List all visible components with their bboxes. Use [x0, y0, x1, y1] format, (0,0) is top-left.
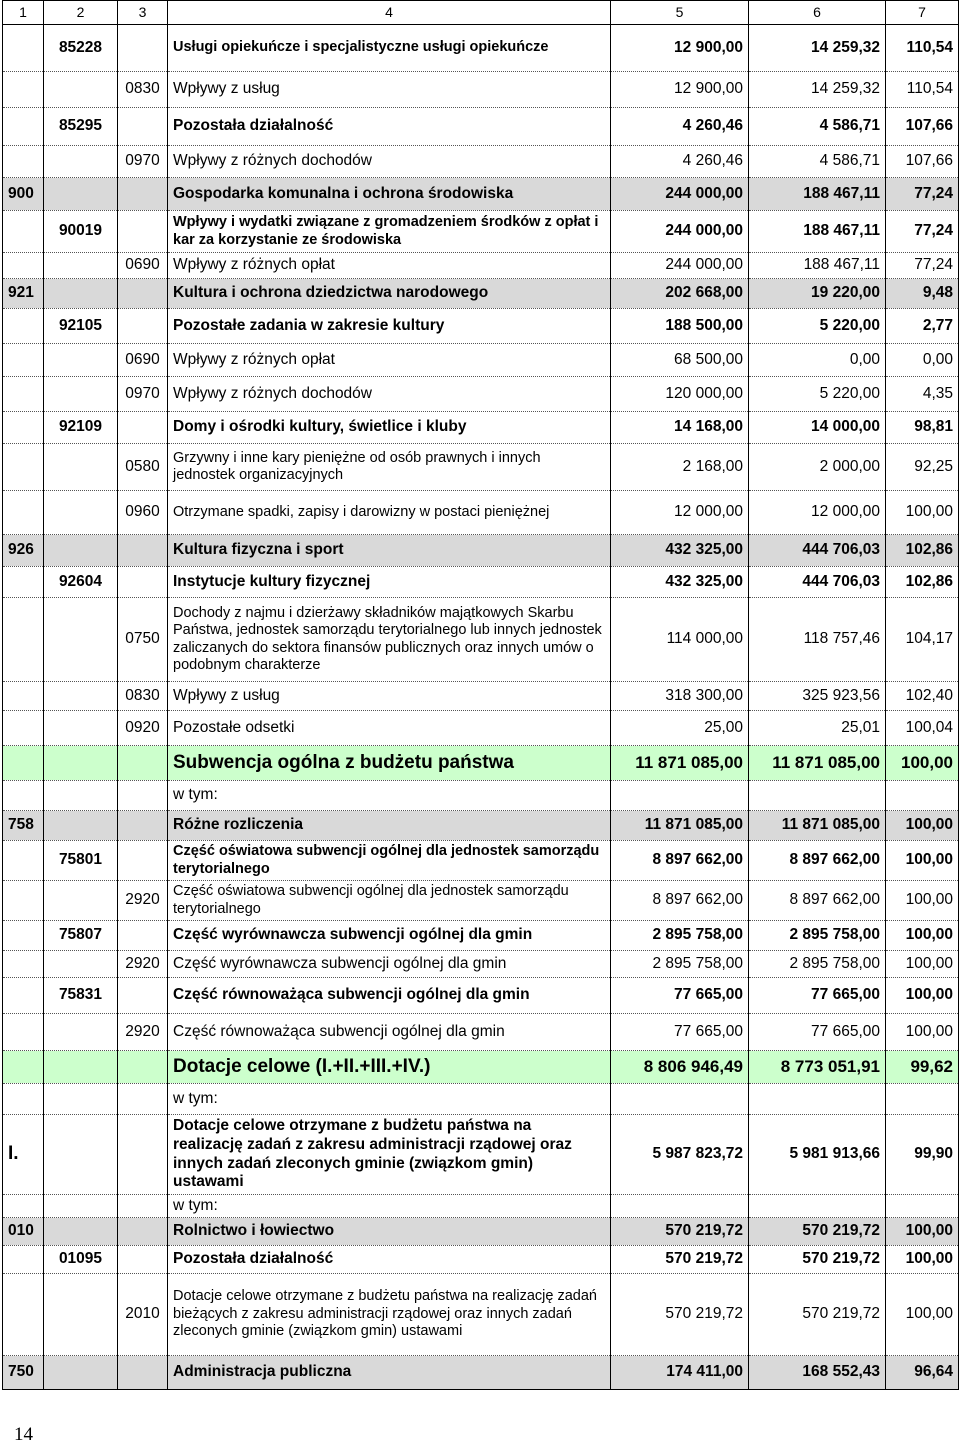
- wykonanie-cell: [749, 781, 886, 811]
- wykonanie-cell: 118 757,46: [749, 598, 886, 682]
- paragraf-cell: 2920: [118, 951, 168, 978]
- table-row: [3, 978, 959, 1014]
- plan-cell: 2 168,00: [611, 444, 749, 491]
- plan-cell: 8 806 946,49: [611, 1051, 749, 1084]
- nazwa-cell: Otrzymane spadki, zapisy i darowizny w postaci pieniężnej: [168, 491, 611, 535]
- plan-cell: 12 900,00: [611, 72, 749, 108]
- procent-cell: 100,00: [886, 1274, 959, 1356]
- budget-table: [2, 0, 959, 1390]
- rozdzial-cell: 85228: [44, 25, 118, 72]
- paragraf-cell: 0970: [118, 377, 168, 412]
- paragraf-cell: 2920: [118, 1014, 168, 1051]
- plan-cell: 12 900,00: [611, 25, 749, 72]
- nazwa-cell: Pozostała działalność: [168, 108, 611, 146]
- header-cell: 2: [44, 1, 118, 25]
- dzial-cell: [3, 682, 44, 711]
- wykonanie-cell: 4 586,71: [749, 146, 886, 178]
- nazwa-cell: Wpływy i wydatki związane z gromadzeniem środków z opłat i kar za korzystanie ze środowiska: [168, 211, 611, 253]
- procent-cell: 100,00: [886, 881, 959, 921]
- paragraf-cell: 2920: [118, 881, 168, 921]
- wykonanie-cell: 2 895 758,00: [749, 951, 886, 978]
- table-row: [3, 279, 959, 309]
- dzial-cell: 750: [3, 1356, 44, 1390]
- wykonanie-cell: 19 220,00: [749, 279, 886, 309]
- plan-cell: [611, 1084, 749, 1115]
- table-row: [3, 178, 959, 211]
- wykonanie-cell: 14 000,00: [749, 412, 886, 444]
- procent-cell: 100,00: [886, 491, 959, 535]
- nazwa-cell: Dotacje celowe otrzymane z budżetu państwa na realizację zadań bieżących z zakresu administracji rządowej oraz innych zadań zleconych gminie (związkom gmin) ustawami: [168, 1274, 611, 1356]
- nazwa-cell: Wpływy z różnych dochodów: [168, 377, 611, 412]
- plan-cell: 5 987 823,72: [611, 1115, 749, 1195]
- nazwa-cell: Subwencja ogólna z budżetu państwa: [168, 746, 611, 781]
- plan-cell: 11 871 085,00: [611, 746, 749, 781]
- dzial-cell: [3, 1246, 44, 1274]
- table-row: [3, 108, 959, 146]
- nazwa-cell: Kultura fizyczna i sport: [168, 535, 611, 567]
- rozdzial-cell: [44, 491, 118, 535]
- table-row: [3, 1195, 959, 1218]
- procent-cell: 77,24: [886, 211, 959, 253]
- wykonanie-cell: 570 219,72: [749, 1246, 886, 1274]
- wykonanie-cell: [749, 1084, 886, 1115]
- procent-cell: 100,04: [886, 711, 959, 746]
- nazwa-cell: Kultura i ochrona dziedzictwa narodowego: [168, 279, 611, 309]
- rozdzial-cell: 75801: [44, 841, 118, 881]
- wykonanie-cell: 2 000,00: [749, 444, 886, 491]
- procent-cell: 110,54: [886, 72, 959, 108]
- dzial-cell: [3, 1084, 44, 1115]
- dzial-cell: [3, 309, 44, 344]
- nazwa-cell: Domy i ośrodki kultury, świetlice i kluby: [168, 412, 611, 444]
- nazwa-cell: Usługi opiekuńcze i specjalistyczne usługi opiekuńcze: [168, 25, 611, 72]
- rozdzial-cell: [44, 1356, 118, 1390]
- plan-cell: 77 665,00: [611, 1014, 749, 1051]
- table-row: [3, 491, 959, 535]
- paragraf-cell: [118, 1218, 168, 1246]
- dzial-cell: [3, 1051, 44, 1084]
- plan-cell: 25,00: [611, 711, 749, 746]
- table-row: [3, 309, 959, 344]
- paragraf-cell: [118, 279, 168, 309]
- paragraf-cell: [118, 309, 168, 344]
- table-row: [3, 1218, 959, 1246]
- plan-cell: 14 168,00: [611, 412, 749, 444]
- dzial-cell: [3, 108, 44, 146]
- nazwa-cell: Wpływy z usług: [168, 682, 611, 711]
- wykonanie-cell: 5 220,00: [749, 309, 886, 344]
- rozdzial-cell: 92105: [44, 309, 118, 344]
- procent-cell: 100,00: [886, 1218, 959, 1246]
- dzial-cell: [3, 781, 44, 811]
- rozdzial-cell: [44, 881, 118, 921]
- paragraf-cell: 2010: [118, 1274, 168, 1356]
- rozdzial-cell: [44, 1195, 118, 1218]
- wykonanie-cell: 188 467,11: [749, 178, 886, 211]
- dzial-cell: [3, 841, 44, 881]
- procent-cell: 98,81: [886, 412, 959, 444]
- procent-cell: [886, 1195, 959, 1218]
- procent-cell: 4,35: [886, 377, 959, 412]
- nazwa-cell: Dotacje celowe (I.+II.+III.+IV.): [168, 1051, 611, 1084]
- dzial-cell: 758: [3, 811, 44, 841]
- header-cell: 3: [118, 1, 168, 25]
- nazwa-cell: Rolnictwo i łowiectwo: [168, 1218, 611, 1246]
- paragraf-cell: [118, 1195, 168, 1218]
- plan-cell: 68 500,00: [611, 344, 749, 377]
- procent-cell: [886, 781, 959, 811]
- nazwa-cell: Gospodarka komunalna i ochrona środowiska: [168, 178, 611, 211]
- wykonanie-cell: 188 467,11: [749, 253, 886, 279]
- dzial-cell: 926: [3, 535, 44, 567]
- header-cell: 7: [886, 1, 959, 25]
- table-row: [3, 682, 959, 711]
- dzial-cell: [3, 211, 44, 253]
- nazwa-cell: w tym:: [168, 1195, 611, 1218]
- procent-cell: 100,00: [886, 746, 959, 781]
- wykonanie-cell: 77 665,00: [749, 1014, 886, 1051]
- table-row: [3, 567, 959, 598]
- dzial-cell: [3, 253, 44, 279]
- table-row: [3, 344, 959, 377]
- nazwa-cell: Pozostała działalność: [168, 1246, 611, 1274]
- procent-cell: 104,17: [886, 598, 959, 682]
- procent-cell: 100,00: [886, 978, 959, 1014]
- dzial-cell: [3, 598, 44, 682]
- procent-cell: 107,66: [886, 146, 959, 178]
- rozdzial-cell: [44, 1218, 118, 1246]
- wykonanie-cell: 8 773 051,91: [749, 1051, 886, 1084]
- procent-cell: 100,00: [886, 1014, 959, 1051]
- wykonanie-cell: [749, 1195, 886, 1218]
- nazwa-cell: Pozostałe odsetki: [168, 711, 611, 746]
- plan-cell: 432 325,00: [611, 567, 749, 598]
- wykonanie-cell: 444 706,03: [749, 535, 886, 567]
- plan-cell: 114 000,00: [611, 598, 749, 682]
- nazwa-cell: w tym:: [168, 781, 611, 811]
- rozdzial-cell: 92109: [44, 412, 118, 444]
- paragraf-cell: [118, 412, 168, 444]
- wykonanie-cell: 168 552,43: [749, 1356, 886, 1390]
- dzial-cell: [3, 746, 44, 781]
- wykonanie-cell: 188 467,11: [749, 211, 886, 253]
- header-cell: 5: [611, 1, 749, 25]
- table-row: [3, 253, 959, 279]
- procent-cell: 102,86: [886, 535, 959, 567]
- paragraf-cell: [118, 1084, 168, 1115]
- procent-cell: [886, 1084, 959, 1115]
- plan-cell: 120 000,00: [611, 377, 749, 412]
- procent-cell: 107,66: [886, 108, 959, 146]
- dzial-cell: [3, 146, 44, 178]
- wykonanie-cell: 570 219,72: [749, 1274, 886, 1356]
- paragraf-cell: [118, 1115, 168, 1195]
- nazwa-cell: Wpływy z różnych opłat: [168, 344, 611, 377]
- table-row: [3, 377, 959, 412]
- dzial-cell: [3, 951, 44, 978]
- wykonanie-cell: 12 000,00: [749, 491, 886, 535]
- table-row: [3, 881, 959, 921]
- procent-cell: 102,86: [886, 567, 959, 598]
- wykonanie-cell: 5 981 913,66: [749, 1115, 886, 1195]
- nazwa-cell: Różne rozliczenia: [168, 811, 611, 841]
- procent-cell: 100,00: [886, 921, 959, 951]
- wykonanie-cell: 77 665,00: [749, 978, 886, 1014]
- rozdzial-cell: [44, 682, 118, 711]
- paragraf-cell: 0830: [118, 72, 168, 108]
- rozdzial-cell: [44, 1051, 118, 1084]
- paragraf-cell: [118, 781, 168, 811]
- wykonanie-cell: 2 895 758,00: [749, 921, 886, 951]
- table-row: [3, 25, 959, 72]
- paragraf-cell: [118, 841, 168, 881]
- dzial-cell: 921: [3, 279, 44, 309]
- dzial-cell: [3, 444, 44, 491]
- nazwa-cell: Wpływy z różnych dochodów: [168, 146, 611, 178]
- nazwa-cell: Wpływy z usług: [168, 72, 611, 108]
- paragraf-cell: [118, 746, 168, 781]
- procent-cell: 99,62: [886, 1051, 959, 1084]
- dzial-cell: [3, 567, 44, 598]
- nazwa-cell: Część wyrównawcza subwencji ogólnej dla gmin: [168, 951, 611, 978]
- table-row: [3, 746, 959, 781]
- dzial-cell: [3, 1014, 44, 1051]
- rozdzial-cell: [44, 444, 118, 491]
- table-row: [3, 146, 959, 178]
- procent-cell: 100,00: [886, 811, 959, 841]
- procent-cell: 9,48: [886, 279, 959, 309]
- paragraf-cell: 0580: [118, 444, 168, 491]
- table-row: [3, 711, 959, 746]
- dzial-cell: [3, 1195, 44, 1218]
- table-row: [3, 72, 959, 108]
- rozdzial-cell: [44, 711, 118, 746]
- procent-cell: 99,90: [886, 1115, 959, 1195]
- paragraf-cell: [118, 1246, 168, 1274]
- table-row: [3, 1274, 959, 1356]
- table-row: [3, 444, 959, 491]
- nazwa-cell: Administracja publiczna: [168, 1356, 611, 1390]
- rozdzial-cell: [44, 811, 118, 841]
- procent-cell: 100,00: [886, 841, 959, 881]
- paragraf-cell: [118, 567, 168, 598]
- rozdzial-cell: [44, 598, 118, 682]
- dzial-cell: [3, 412, 44, 444]
- rozdzial-cell: [44, 1115, 118, 1195]
- paragraf-cell: 0970: [118, 146, 168, 178]
- wykonanie-cell: 4 586,71: [749, 108, 886, 146]
- rozdzial-cell: 90019: [44, 211, 118, 253]
- procent-cell: 77,24: [886, 253, 959, 279]
- rozdzial-cell: [44, 535, 118, 567]
- nazwa-cell: Część oświatowa subwencji ogólnej dla jednostek samorządu terytorialnego: [168, 881, 611, 921]
- page-number: 14: [14, 1424, 33, 1445]
- dzial-cell: [3, 377, 44, 412]
- table-row: [3, 1246, 959, 1274]
- wykonanie-cell: 14 259,32: [749, 72, 886, 108]
- rozdzial-cell: [44, 344, 118, 377]
- plan-cell: 8 897 662,00: [611, 841, 749, 881]
- dzial-cell: I.: [3, 1115, 44, 1195]
- nazwa-cell: Część wyrównawcza subwencji ogólnej dla gmin: [168, 921, 611, 951]
- dzial-cell: [3, 921, 44, 951]
- table-row: [3, 781, 959, 811]
- rozdzial-cell: [44, 146, 118, 178]
- plan-cell: 11 871 085,00: [611, 811, 749, 841]
- rozdzial-cell: [44, 253, 118, 279]
- table-row: [3, 535, 959, 567]
- rozdzial-cell: 75831: [44, 978, 118, 1014]
- table-row: [3, 921, 959, 951]
- procent-cell: 0,00: [886, 344, 959, 377]
- table-row: [3, 598, 959, 682]
- procent-cell: 100,00: [886, 951, 959, 978]
- procent-cell: 92,25: [886, 444, 959, 491]
- paragraf-cell: [118, 978, 168, 1014]
- procent-cell: 110,54: [886, 25, 959, 72]
- wykonanie-cell: 8 897 662,00: [749, 881, 886, 921]
- rozdzial-cell: [44, 781, 118, 811]
- plan-cell: 2 895 758,00: [611, 951, 749, 978]
- table-row: [3, 1115, 959, 1195]
- dzial-cell: [3, 711, 44, 746]
- paragraf-cell: [118, 535, 168, 567]
- plan-cell: [611, 1195, 749, 1218]
- nazwa-cell: w tym:: [168, 1084, 611, 1115]
- paragraf-cell: 0920: [118, 711, 168, 746]
- plan-cell: 244 000,00: [611, 253, 749, 279]
- dzial-cell: [3, 978, 44, 1014]
- nazwa-cell: Dotacje celowe otrzymane z budżetu państwa na realizację zadań z zakresu administracji rządowej oraz innych zadań zleconych gminie (związkom gmin) ustawami: [168, 1115, 611, 1195]
- plan-cell: 174 411,00: [611, 1356, 749, 1390]
- procent-cell: 77,24: [886, 178, 959, 211]
- paragraf-cell: [118, 811, 168, 841]
- wykonanie-cell: 14 259,32: [749, 25, 886, 72]
- dzial-cell: [3, 881, 44, 921]
- rozdzial-cell: [44, 1084, 118, 1115]
- dzial-cell: [3, 1274, 44, 1356]
- wykonanie-cell: 11 871 085,00: [749, 746, 886, 781]
- header-row: [3, 1, 959, 25]
- paragraf-cell: [118, 1051, 168, 1084]
- procent-cell: 100,00: [886, 1246, 959, 1274]
- plan-cell: 12 000,00: [611, 491, 749, 535]
- plan-cell: 4 260,46: [611, 108, 749, 146]
- procent-cell: 102,40: [886, 682, 959, 711]
- dzial-cell: [3, 72, 44, 108]
- dzial-cell: [3, 491, 44, 535]
- nazwa-cell: Dochody z najmu i dzierżawy składników majątkowych Skarbu Państwa, jednostek samorządu terytorialnego lub innych jednostek zaliczanych do sektora finansów publicznych oraz innych umów o podobnym charakterze: [168, 598, 611, 682]
- procent-cell: 2,77: [886, 309, 959, 344]
- dzial-cell: 010: [3, 1218, 44, 1246]
- rozdzial-cell: 92604: [44, 567, 118, 598]
- rozdzial-cell: [44, 377, 118, 412]
- paragraf-cell: [118, 211, 168, 253]
- table-row: [3, 412, 959, 444]
- plan-cell: 77 665,00: [611, 978, 749, 1014]
- wykonanie-cell: 25,01: [749, 711, 886, 746]
- rozdzial-cell: [44, 746, 118, 781]
- rozdzial-cell: 01095: [44, 1246, 118, 1274]
- dzial-cell: 900: [3, 178, 44, 211]
- table-row: [3, 1084, 959, 1115]
- plan-cell: 2 895 758,00: [611, 921, 749, 951]
- rozdzial-cell: [44, 72, 118, 108]
- table-row: [3, 811, 959, 841]
- wykonanie-cell: 325 923,56: [749, 682, 886, 711]
- plan-cell: [611, 781, 749, 811]
- nazwa-cell: Wpływy z różnych opłat: [168, 253, 611, 279]
- wykonanie-cell: 570 219,72: [749, 1218, 886, 1246]
- nazwa-cell: Grzywny i inne kary pieniężne od osób prawnych i innych jednostek organizacyjnych: [168, 444, 611, 491]
- table-row: [3, 211, 959, 253]
- plan-cell: 570 219,72: [611, 1246, 749, 1274]
- plan-cell: 570 219,72: [611, 1218, 749, 1246]
- paragraf-cell: [118, 1356, 168, 1390]
- paragraf-cell: 0830: [118, 682, 168, 711]
- paragraf-cell: [118, 921, 168, 951]
- rozdzial-cell: [44, 178, 118, 211]
- plan-cell: 432 325,00: [611, 535, 749, 567]
- wykonanie-cell: 444 706,03: [749, 567, 886, 598]
- plan-cell: 188 500,00: [611, 309, 749, 344]
- nazwa-cell: Część równoważąca subwencji ogólnej dla gmin: [168, 978, 611, 1014]
- dzial-cell: [3, 344, 44, 377]
- plan-cell: 244 000,00: [611, 178, 749, 211]
- paragraf-cell: [118, 108, 168, 146]
- paragraf-cell: 0750: [118, 598, 168, 682]
- wykonanie-cell: 5 220,00: [749, 377, 886, 412]
- table-row: [3, 1356, 959, 1390]
- plan-cell: 570 219,72: [611, 1274, 749, 1356]
- paragraf-cell: [118, 25, 168, 72]
- header-cell: 4: [168, 1, 611, 25]
- plan-cell: 244 000,00: [611, 211, 749, 253]
- paragraf-cell: 0690: [118, 253, 168, 279]
- table-row: [3, 951, 959, 978]
- rozdzial-cell: [44, 1014, 118, 1051]
- wykonanie-cell: 8 897 662,00: [749, 841, 886, 881]
- header-cell: 6: [749, 1, 886, 25]
- plan-cell: 318 300,00: [611, 682, 749, 711]
- table-row: [3, 841, 959, 881]
- plan-cell: 4 260,46: [611, 146, 749, 178]
- table-row: [3, 1051, 959, 1084]
- rozdzial-cell: [44, 951, 118, 978]
- rozdzial-cell: [44, 1274, 118, 1356]
- wykonanie-cell: 11 871 085,00: [749, 811, 886, 841]
- paragraf-cell: [118, 178, 168, 211]
- header-cell: 1: [3, 1, 44, 25]
- rozdzial-cell: 85295: [44, 108, 118, 146]
- plan-cell: 8 897 662,00: [611, 881, 749, 921]
- dzial-cell: [3, 25, 44, 72]
- table-row: [3, 1014, 959, 1051]
- rozdzial-cell: 75807: [44, 921, 118, 951]
- procent-cell: 96,64: [886, 1356, 959, 1390]
- paragraf-cell: 0960: [118, 491, 168, 535]
- nazwa-cell: Instytucje kultury fizycznej: [168, 567, 611, 598]
- paragraf-cell: 0690: [118, 344, 168, 377]
- wykonanie-cell: 0,00: [749, 344, 886, 377]
- nazwa-cell: Pozostałe zadania w zakresie kultury: [168, 309, 611, 344]
- plan-cell: 202 668,00: [611, 279, 749, 309]
- nazwa-cell: Część oświatowa subwencji ogólnej dla jednostek samorządu terytorialnego: [168, 841, 611, 881]
- rozdzial-cell: [44, 279, 118, 309]
- nazwa-cell: Część równoważąca subwencji ogólnej dla gmin: [168, 1014, 611, 1051]
